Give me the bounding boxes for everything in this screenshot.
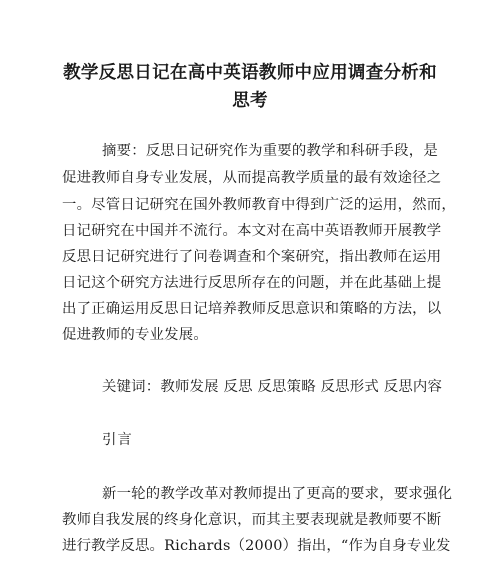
paper-title-line-2: 思考 bbox=[232, 91, 268, 111]
abstract-line-4: 日记研究在中国并不流行。本文对在高中英语教师开展教学 bbox=[62, 223, 442, 239]
abstract-line-5: 反思日记研究进行了问卷调查和个案研究，指出教师在运用 bbox=[62, 249, 442, 265]
intro-line-2: 教师自我发展的终身化意识，而其主要表现就是教师要不断 bbox=[62, 512, 442, 528]
paper-title-line-1: 教学反思日记在高中英语教师中应用调查分析和 bbox=[63, 63, 437, 83]
abstract-line-3: 一。尽管日记研究在国外教师教育中得到广泛的运用，然而， bbox=[62, 197, 456, 213]
abstract-line-7: 出了正确运用反思日记培养教师反思意识和策略的方法，以 bbox=[62, 301, 442, 317]
abstract-line-6: 日记这个研究方法进行反思所存在的问题，并在此基础上提 bbox=[62, 275, 442, 291]
intro-line-1: 新一轮的教学改革对教师提出了更高的要求，要求强化 bbox=[102, 486, 453, 502]
section-heading-intro: 引言 bbox=[102, 432, 133, 448]
abstract-line-2: 促进教师自身专业发展，从而提高教学质量的最有效途径之 bbox=[62, 170, 442, 186]
intro-line-3: 进行教学反思。Richards（2000）指出，“作为自身专业发 bbox=[62, 538, 451, 554]
keywords-line: 关键词：教师发展 反思 反思策略 反思形式 反思内容 bbox=[102, 379, 443, 395]
abstract-line-1: 摘要：反思日记研究作为重要的教学和科研手段，是 bbox=[102, 143, 438, 159]
abstract-line-8: 促进教师的专业发展。 bbox=[62, 327, 208, 343]
